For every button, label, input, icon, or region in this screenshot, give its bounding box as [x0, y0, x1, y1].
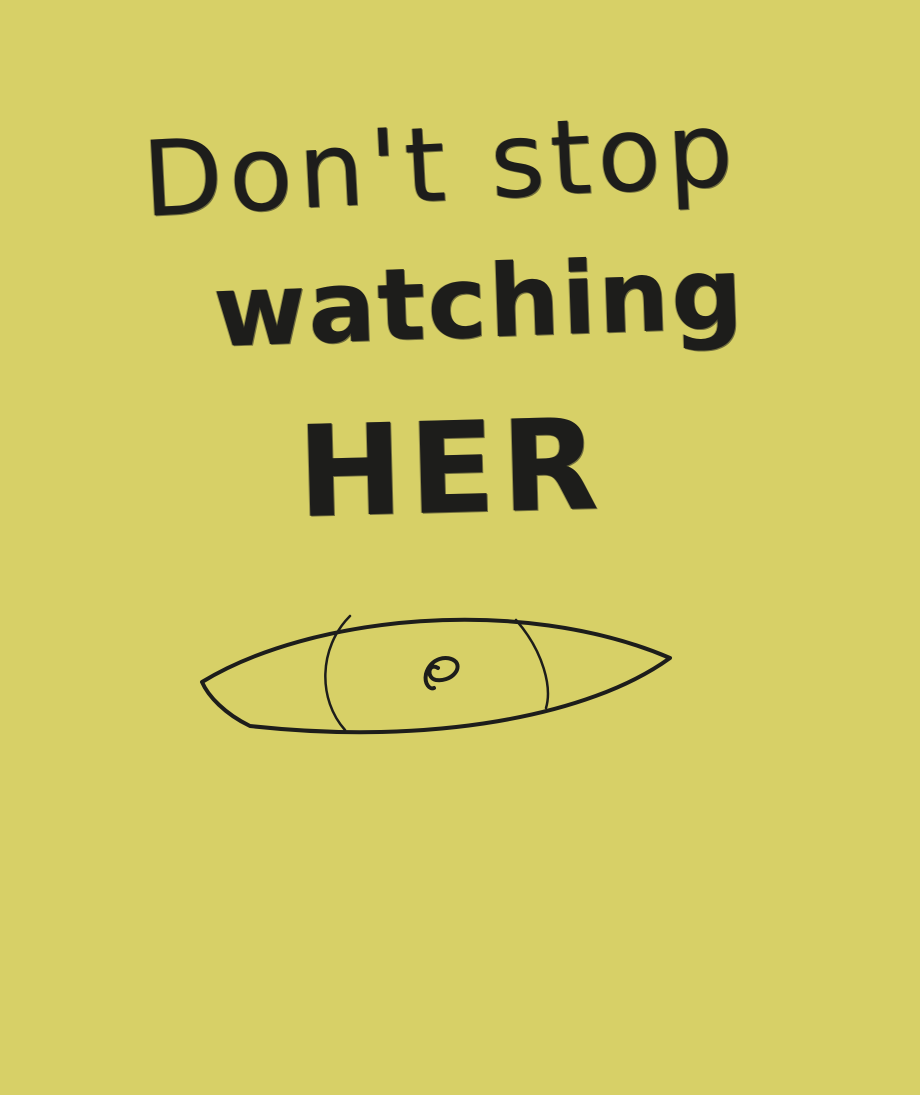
pupil	[426, 658, 458, 688]
iris-right-arc	[516, 620, 548, 708]
handwritten-line-2: watching	[211, 234, 747, 370]
eye-outline	[202, 620, 670, 732]
handwritten-line-1: Don't stop	[139, 87, 742, 241]
handwritten-line-3: HER	[295, 390, 607, 546]
eye-icon	[190, 596, 690, 756]
